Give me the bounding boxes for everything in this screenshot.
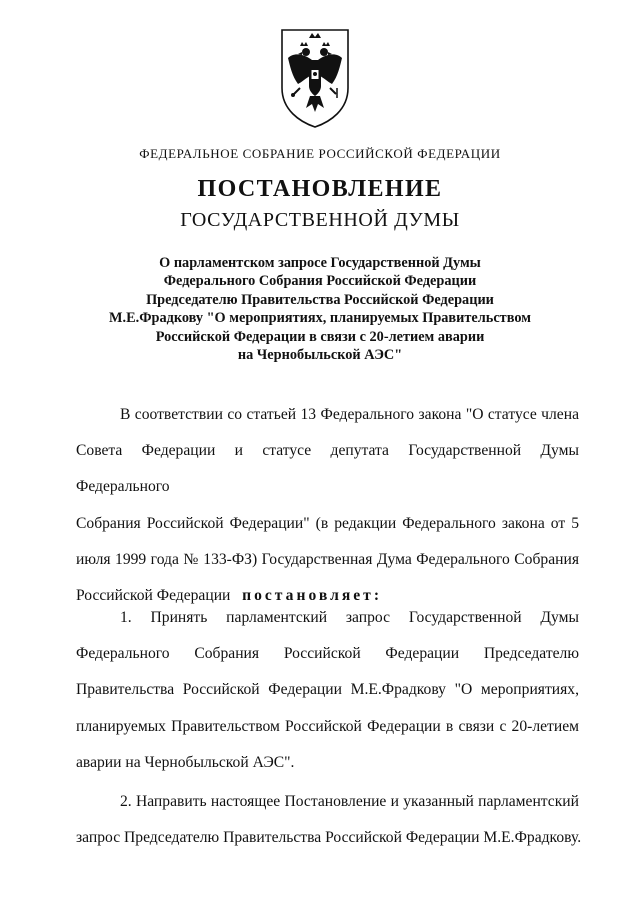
paragraph-line: запрос Председателю Правительства Российской Федерации М.Е.Фрадкову. (76, 829, 582, 847)
subject-line: О парламентском запросе Государственной Думы (159, 255, 481, 271)
paragraph-line: 2. Направить настоящее Постановление и указанный парламентский (120, 793, 579, 810)
paragraph-line: Федерального Собрания Российской Федерации Председателю (76, 645, 579, 663)
paragraph-line-text: Российской Федерации (76, 587, 231, 605)
item-2-paragraph (76, 784, 582, 856)
document-subject (70, 254, 570, 364)
document-type-title: ПОСТАНОВЛЕНИЕ (197, 176, 443, 202)
subject-line: Российской Федерации в связи с 20-летием аварии (155, 328, 485, 345)
decree-word: постановляет: (242, 587, 383, 605)
preamble-paragraph (76, 397, 579, 614)
subject-line: на Чернобыльской АЭС" (237, 347, 403, 364)
item-1-paragraph (76, 600, 579, 781)
organization-title: ФЕДЕРАЛЬНОЕ СОБРАНИЕ РОССИЙСКОЙ ФЕДЕРАЦИИ (139, 146, 501, 161)
paragraph-line: Правительства Российской Федерации М.Е.Фрадкову "О мероприятиях, (76, 681, 579, 699)
paragraph-line: аварии на Чернобыльской АЭС". (76, 753, 295, 771)
paragraph-line: В соответствии со статьей 13 Федерального закона "О статусе члена (120, 406, 579, 423)
subject-line: Председателю Правительства Российской Федерации (146, 291, 494, 308)
document-subtitle: ГОСУДАРСТВЕННОЙ ДУМЫ (180, 209, 460, 231)
paragraph-line: планируемых Правительством Российской Федерации в связи с 20-летием (76, 717, 579, 735)
paragraph-line: Совета Федерации и статусе депутата Государственной Думы Федерального (76, 442, 579, 496)
subject-line: М.Е.Фрадкову "О мероприятиях, планируемых Правительством (109, 310, 531, 327)
paragraph-line: Собрания Российской Федерации" (в редакции Федерального закона от 5 (76, 514, 579, 532)
paragraph-line: 1. Принять парламентский запрос Государственной Думы (120, 609, 579, 626)
coat-of-arms-icon (276, 26, 354, 130)
paragraph-line: июля 1999 года № 133-ФЗ) Государственная Дума Федерального Собрания (76, 550, 579, 568)
subject-line: Федерального Собрания Российской Федерации (163, 273, 477, 290)
